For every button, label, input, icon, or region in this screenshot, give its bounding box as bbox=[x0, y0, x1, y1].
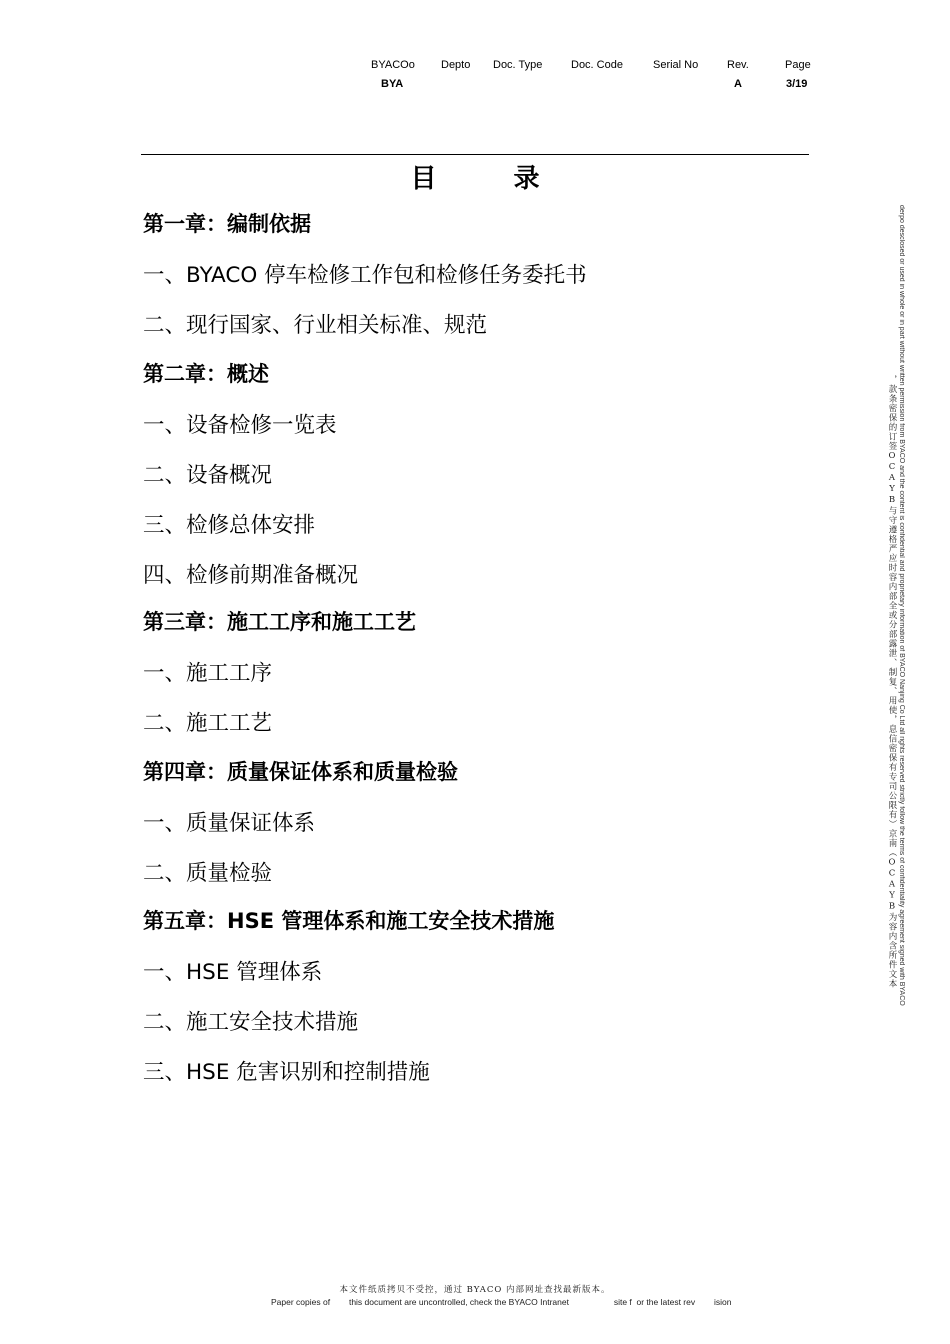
header-value-rev: A bbox=[734, 78, 742, 90]
toc-section-item: 一、BYACO 停车检修工作包和检修任务委托书 bbox=[143, 263, 587, 288]
header-rule bbox=[141, 154, 809, 155]
toc-section-item: 二、施工安全技术措施 bbox=[143, 1010, 359, 1035]
toc-section-item: 三、HSE 危害识别和控制措施 bbox=[143, 1060, 430, 1085]
toc-section-item: 二、施工工艺 bbox=[143, 711, 273, 736]
toc-section-item: 一、HSE 管理体系 bbox=[143, 960, 323, 985]
toc-section-item: 三、检修总体安排 bbox=[143, 513, 316, 538]
toc-chapter-heading: 第四章：质量保证体系和质量检验 bbox=[143, 760, 458, 784]
footer-note-english: Paper copies of this document are uncontrolled, check the BYACO Intranet site f or the latest rev ision bbox=[271, 1297, 732, 1307]
toc-section-item: 二、质量检验 bbox=[143, 861, 273, 886]
header-label-company: BYACOo bbox=[371, 59, 415, 71]
header-label-dept: Depto bbox=[441, 59, 471, 71]
toc-chapter-heading: 第五章：HSE 管理体系和施工安全技术措施 bbox=[143, 909, 555, 933]
toc-section-item: 二、现行国家、行业相关标准、规范 bbox=[143, 313, 488, 338]
header-label-page: Page bbox=[785, 59, 811, 71]
header-label-doc-code: Doc. Code bbox=[571, 59, 623, 71]
toc-section-item: 一、质量保证体系 bbox=[143, 811, 316, 836]
page-title: 目 录 bbox=[410, 164, 574, 194]
header-value-company: BYA bbox=[381, 78, 404, 90]
toc-chapter-heading: 第一章：编制依据 bbox=[143, 212, 311, 236]
side-note-english: derpo desclosed or used in whole or in part without written permission from BYACO and the content is confidential and proprietary information of BYACO Nanjing Co Ltd all rights reserved strictly follow the terms of confidentiality agreement signed with BYACO bbox=[898, 205, 905, 1006]
header-label-serial: Serial No bbox=[653, 59, 699, 71]
side-note-confidential: ，款条密保的订签OCAYB与守遵格严应时容内部全或分部露泄、制复、用使，息信密保有专司公限有）京南（OCAYB为容内含所件文本 bbox=[887, 375, 897, 989]
toc-section-item: 二、设备概况 bbox=[143, 463, 273, 488]
toc-section-item: 四、检修前期准备概况 bbox=[143, 563, 359, 588]
header-value-page: 3/19 bbox=[786, 78, 808, 90]
toc-section-item: 一、设备检修一览表 bbox=[143, 413, 337, 438]
toc-section-item: 一、施工工序 bbox=[143, 661, 273, 686]
footer-note-chinese: 本文件纸质拷贝不受控，通过 BYACO 内部网址查找最新版本。 bbox=[339, 1285, 611, 1295]
header-label-rev: Rev. bbox=[727, 59, 749, 71]
header-label-doc-type: Doc. Type bbox=[493, 59, 543, 71]
toc-chapter-heading: 第三章：施工工序和施工工艺 bbox=[143, 610, 416, 634]
toc-chapter-heading: 第二章：概述 bbox=[143, 362, 269, 386]
